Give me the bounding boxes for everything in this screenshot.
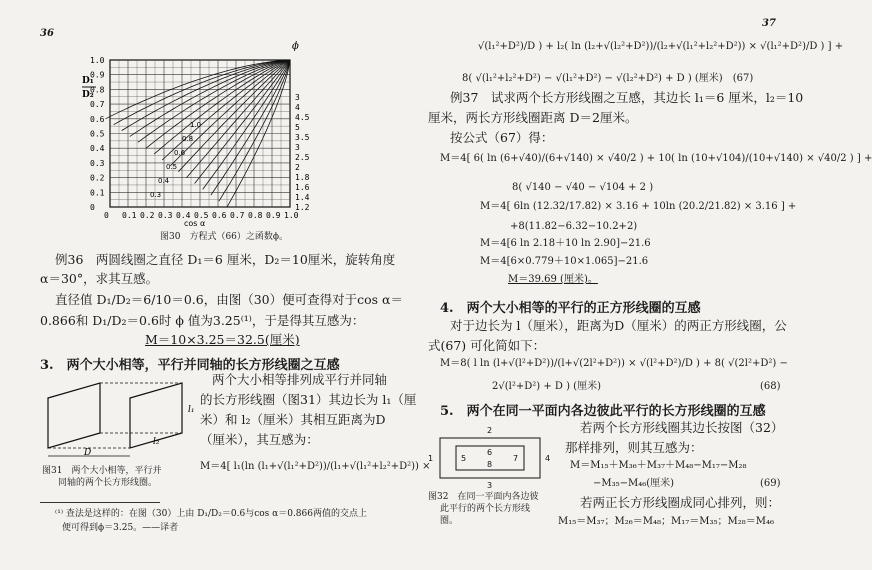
figure-31 xyxy=(38,378,198,463)
right-tick-label: 1.2 xyxy=(295,203,310,212)
page-number-left: 36 xyxy=(40,28,54,39)
section5-para2: 那样排列，则其互感为： xyxy=(565,440,703,455)
section4-title: 4. 两个大小相等的平行的正方形线圈的互感 xyxy=(440,301,701,316)
section5-title: 5. 两个在同一平面内各边彼此平行的长方形线圈的互感 xyxy=(440,404,766,419)
example36-line3: 直径值 D₁/D₂＝6/10＝0.6，由图（30）便可查得对于cos α＝ xyxy=(55,292,403,307)
y-tick-label: 0 xyxy=(90,203,95,212)
section5-eq-no: (69) xyxy=(760,478,781,489)
curve-label: 0.3 xyxy=(150,191,162,199)
y-tick-label: 0.7 xyxy=(90,100,105,110)
figure-30-chart xyxy=(80,35,330,230)
curve-label: 0.6 xyxy=(174,149,186,157)
y-tick-label: 0.3 xyxy=(90,158,105,168)
fig32-caption2: 此平行的两个长方形线 xyxy=(440,504,531,514)
example37-calc1: M＝4[ 6( ln (6+√40)/(6+√140) × √40/2 ) + 10( ln (10+√104)/(10+√140) × √40/2 ) ] + xyxy=(440,153,872,164)
x-tick-label: 0.4 xyxy=(176,211,191,220)
example37-line1: 例37 试求两个长方形线圈之互感，其边长 l₁＝6 厘米，l₂＝10 xyxy=(450,90,804,105)
example37-line3: 按公式（67）得： xyxy=(450,130,554,145)
section3-title: 3. 两个大小相等，平行并同轴的长方形线圈之互感 xyxy=(40,358,340,373)
section4-eq-no: (68) xyxy=(760,381,781,392)
x-tick-label: 0 xyxy=(104,211,109,220)
y-tick-label: 0.2 xyxy=(90,173,105,183)
right-tick-label: 1.6 xyxy=(295,183,310,192)
fig31-label-d: D xyxy=(84,448,92,458)
phi-label: ϕ xyxy=(292,41,299,52)
fig32-label-left: 1 xyxy=(428,454,434,463)
fig31-label-l1: l₁ xyxy=(188,405,195,415)
curve-label: 0.5 xyxy=(166,163,178,171)
right-tick-label: 1.4 xyxy=(295,193,310,202)
fig32-caption3: 圈。 xyxy=(440,516,459,526)
example37-calc4: +8(11.82−6.32−10.2+2) xyxy=(510,221,638,232)
figure-30-caption: 图30 方程式（66）之函数ϕ。 xyxy=(160,232,289,242)
y-tick-label: 0.1 xyxy=(90,188,105,198)
phi-curve xyxy=(219,60,290,201)
y-tick-label: 0.8 xyxy=(90,85,105,95)
formula67-line1: √(l₁²+D²)/D ) + l₂( ln (l₂+√(l₂²+D²))/(l₂+√(l₁²+l₂²+D²)) × √(l₁²+D²)/D ) ] + xyxy=(478,41,844,52)
x-tick-label: 0.8 xyxy=(248,211,263,220)
fig31-caption1: 图31 两个大小相等，平行并 xyxy=(42,466,162,476)
footnote-divider xyxy=(40,502,160,503)
section3-formula: M＝4[ l₁(ln (l₁+√(l₁²+D²))/(l₁+√(l₁²+l₂²+D²)) × xyxy=(200,461,431,472)
right-tick-label: 3.5 xyxy=(295,133,310,142)
example36-line1: 例36 两圆线圈之直径 D₁＝6 厘米，D₂＝10厘米，旋转角度 xyxy=(55,252,396,267)
curve-label: 0.8 xyxy=(182,135,194,143)
right-tick-label: 2 xyxy=(295,163,300,172)
section5-para3: 若两正长方形线圈成同心排列，则： xyxy=(580,495,781,510)
example37-calc6: M＝4[6×0.779＋10×1.065]−21.6 xyxy=(480,256,649,267)
example37-calc5: M＝4[6 ln 2.18＋10 ln 2.90]−21.6 xyxy=(480,238,651,249)
example36-result: M＝10×3.25＝32.5(厘米) xyxy=(145,332,300,347)
phi-curve xyxy=(203,60,290,189)
footnote-line1: ⁽¹⁾ 查法是这样的：在图（30）上由 D₁/D₂＝0.6与cos α＝0.866两值的交点上 xyxy=(55,509,367,519)
phi-curve xyxy=(138,60,290,142)
curve-label: 0.4 xyxy=(158,177,170,185)
fig31-label-l2: l₂ xyxy=(153,437,160,447)
phi-curve xyxy=(178,60,290,172)
section4-para1: 对于边长为 l（厘米），距离为D（厘米）的两正方形线圈，公 xyxy=(450,318,787,333)
example37-line2: 厘米，两长方形线圈距离 D＝2厘米。 xyxy=(428,110,638,125)
section3-para1: 两个大小相等排列成平行并同轴 xyxy=(212,372,388,387)
right-tick-label: 3 xyxy=(295,93,300,102)
section4-formula2: 2√(l²+D²) + D ) (厘米) xyxy=(492,381,601,392)
x-axis-label: cos α xyxy=(184,219,206,228)
y-tick-label: 0.9 xyxy=(90,70,105,80)
fig32-label-5: 5 xyxy=(461,454,467,463)
section5-formula1: M＝M₁₅＋M₃₆＋M₃₇＋M₄₈−M₁₇−M₂₈ xyxy=(570,460,747,471)
example37-result: M＝39.69 (厘米)。 xyxy=(508,274,598,285)
fig32-label-8: 8 xyxy=(487,460,493,469)
y-tick-label: 1.0 xyxy=(90,56,105,65)
section5-formula2: −M₃₅−M₄₆(厘米) xyxy=(593,478,675,489)
phi-curve xyxy=(130,60,290,136)
page-number-right: 37 xyxy=(762,18,776,29)
right-tick-label: 4.5 xyxy=(295,113,310,122)
x-tick-label: 0.3 xyxy=(158,211,173,220)
footnote-line2: 便可得到ϕ＝3.25。——译者 xyxy=(62,523,179,533)
fig31-caption2: 同轴的两个长方形线圈。 xyxy=(58,478,158,488)
section5-para1: 若两个长方形线圈其边长按图（32） xyxy=(580,420,784,435)
fig32-caption1: 图32 在同一平面内各边彼 xyxy=(428,492,539,502)
section4-formula1: M＝8( l ln (l+√(l²+D²))/(l+√(2l²+D²)) × √(l²+D²)/D ) + 8( √(2l²+D²) − xyxy=(440,358,788,369)
x-tick-label: 0.6 xyxy=(212,211,227,220)
right-tick-label: 5 xyxy=(295,123,300,132)
fig32-label-6: 6 xyxy=(487,448,493,457)
fig32-label-bottom: 3 xyxy=(487,481,493,490)
curve-label: 1.0 xyxy=(190,121,202,129)
fig32-label-top: 2 xyxy=(487,426,493,435)
example37-calc2: 8( √140 − √40 − √104 + 2 ) xyxy=(512,182,654,193)
y-tick-label: 0.6 xyxy=(90,114,105,124)
x-tick-label: 0.5 xyxy=(194,211,209,220)
y-label-top: D₁ xyxy=(82,76,94,86)
section3-para3: 米）和 l₂（厘米）其相互距离为D xyxy=(200,412,386,427)
right-tick-label: 4 xyxy=(295,103,300,112)
figure-30 xyxy=(80,35,330,230)
x-tick-label: 1.0 xyxy=(284,211,299,220)
x-tick-label: 0.1 xyxy=(122,211,137,220)
section5-formula3: M₁₅＝M₃₇；M₂₆＝M₄₈；M₁₇＝M₃₅；M₂₈＝M₄₆ xyxy=(558,516,775,527)
x-tick-label: 0.2 xyxy=(140,211,155,220)
example37-calc3: M＝4[ 6ln (12.32/17.82) × 3.16 + 10ln (20.2/21.82) × 3.16 ] + xyxy=(480,201,797,212)
phi-curve xyxy=(122,60,290,131)
fig32-label-7: 7 xyxy=(513,454,519,463)
fig32-label-right: 4 xyxy=(545,454,551,463)
example36-line4: 0.866和 D₁/D₂＝0.6时 ϕ 值为3.25⁽¹⁾，于是得其互感为： xyxy=(40,313,365,328)
section3-para4: （厘米），其互感为： xyxy=(200,432,319,447)
y-label-bottom: D₂ xyxy=(82,90,94,100)
x-tick-label: 0.9 xyxy=(266,211,281,220)
figure-32 xyxy=(426,422,556,492)
x-tick-label: 0.7 xyxy=(230,211,245,220)
formula67-line2: 8( √(l₁²+l₂²+D²) − √(l₁²+D²) − √(l₂²+D²) + D ) (厘米) (67) xyxy=(462,73,754,84)
y-tick-label: 0.4 xyxy=(90,144,105,154)
section4-para2: 式(67) 可化简如下： xyxy=(428,338,546,353)
y-tick-label: 0.5 xyxy=(90,129,105,139)
right-tick-label: 3 xyxy=(295,143,300,152)
right-tick-label: 2.5 xyxy=(295,153,310,162)
example36-line2: α＝30°，求其互感。 xyxy=(40,271,159,286)
right-tick-label: 1.8 xyxy=(295,173,310,182)
section3-para2: 的长方形线圈（图31）其边长为 l₁（厘 xyxy=(200,392,417,407)
